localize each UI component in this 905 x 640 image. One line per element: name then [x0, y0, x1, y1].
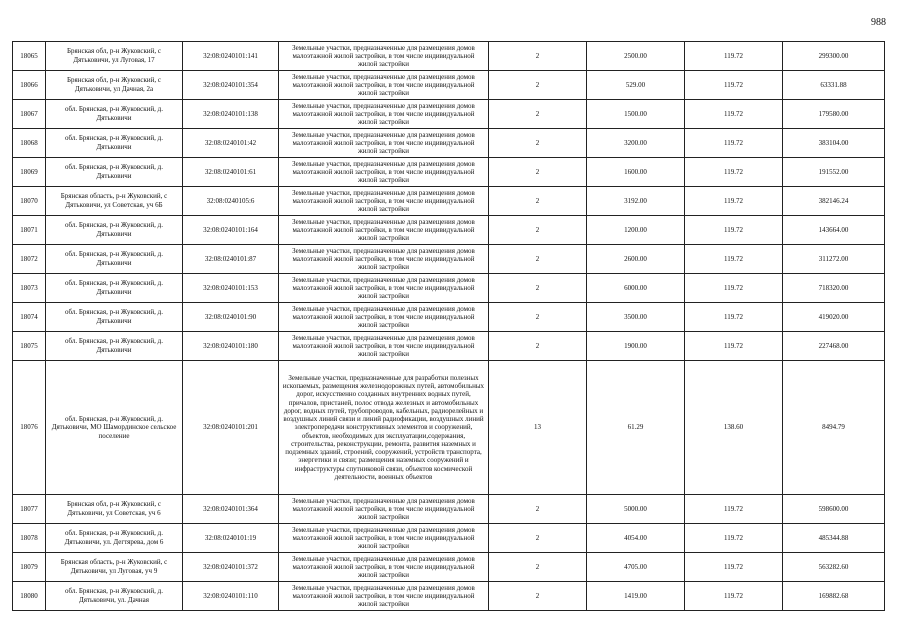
- land-use-cell: Земельные участки, предназначенные для разработки полезных ископаемых, размещения железнодорожных путей, автомобильных дорог, искусственно созданных внутренних водных путей, причалов, пристаней, полос отвода железных и автомобильных дорог, водных путей, трубопроводов, кабельных, радиорелейных и воздушных линий связи и линий радиофикации, воздушных линий электропередачи конструктивных элементов и сооружений, объектов, необходимых для эксплуатации,содержания, строительства, реконструкции, ремонта, развития наземных и подземных зданий, строений, сооружений, устройств транспорта, энергетики и связи; размещения наземных сооружений и инфраструктуры спутниковой связи, объектов космической деятельности, военных объектов: [279, 361, 489, 495]
- area-cell: 1900.00: [587, 332, 685, 361]
- specific-value-cell: 119.72: [685, 495, 783, 524]
- row-number-cell: 18073: [13, 274, 46, 303]
- cadastral-number-cell: 32:08:0240101:372: [183, 553, 279, 582]
- table-row: [13, 100, 885, 129]
- row-number-cell: 18079: [13, 553, 46, 582]
- specific-value-cell: 119.72: [685, 187, 783, 216]
- cadastral-number-cell: 32:08:0240101:364: [183, 495, 279, 524]
- specific-value-cell: 119.72: [685, 100, 783, 129]
- table-row: [13, 187, 885, 216]
- specific-value-cell: 119.72: [685, 303, 783, 332]
- cadastral-number-cell: 32:08:0240101:153: [183, 274, 279, 303]
- cadastral-value-cell: 227468.00: [783, 332, 885, 361]
- cadastral-value-cell: 191552.00: [783, 158, 885, 187]
- address-cell: обл. Брянская, р-н Жуковский, д. Дятьковичи: [46, 332, 183, 361]
- land-use-cell: Земельные участки, предназначенные для размещения домов малоэтажной жилой застройки, в том числе индивидуальной жилой застройки: [279, 274, 489, 303]
- use-group-cell: 2: [489, 553, 587, 582]
- address-cell: обл. Брянская, р-н Жуковский, д. Дятьковичи: [46, 216, 183, 245]
- use-group-cell: 2: [489, 129, 587, 158]
- page-number: 988: [871, 17, 886, 28]
- area-cell: 4054.00: [587, 524, 685, 553]
- table-row: [13, 158, 885, 187]
- cadastral-number-cell: 32:08:0240101:141: [183, 42, 279, 71]
- land-use-cell: Земельные участки, предназначенные для размещения домов малоэтажной жилой застройки, в том числе индивидуальной жилой застройки: [279, 71, 489, 100]
- address-cell: Брянская обл, р-н Жуковский, с Дятьковичи, ул Дачная, 2а: [46, 71, 183, 100]
- use-group-cell: 2: [489, 524, 587, 553]
- area-cell: 5000.00: [587, 495, 685, 524]
- row-number-cell: 18065: [13, 42, 46, 71]
- area-cell: 1419.00: [587, 582, 685, 611]
- use-group-cell: 2: [489, 187, 587, 216]
- cadastral-number-cell: 32:08:0240101:110: [183, 582, 279, 611]
- cadastral-number-cell: 32:08:0240101:42: [183, 129, 279, 158]
- area-cell: 1600.00: [587, 158, 685, 187]
- area-cell: 3192.00: [587, 187, 685, 216]
- use-group-cell: 2: [489, 245, 587, 274]
- row-number-cell: 18066: [13, 71, 46, 100]
- cadastral-value-cell: 179580.00: [783, 100, 885, 129]
- area-cell: 2500.00: [587, 42, 685, 71]
- specific-value-cell: 138.60: [685, 361, 783, 495]
- cadastral-value-cell: 382146.24: [783, 187, 885, 216]
- cadastral-value-cell: 383104.00: [783, 129, 885, 158]
- land-use-cell: Земельные участки, предназначенные для размещения домов малоэтажной жилой застройки, в том числе индивидуальной жилой застройки: [279, 129, 489, 158]
- use-group-cell: 13: [489, 361, 587, 495]
- table-row: [13, 332, 885, 361]
- address-cell: обл. Брянская, р-н Жуковский, д. Дятьковичи, ул. Дегтярева, дом 6: [46, 524, 183, 553]
- row-number-cell: 18072: [13, 245, 46, 274]
- area-cell: 3500.00: [587, 303, 685, 332]
- row-number-cell: 18077: [13, 495, 46, 524]
- cadastral-value-cell: 311272.00: [783, 245, 885, 274]
- cadastral-value-cell: 63331.88: [783, 71, 885, 100]
- address-cell: Брянская область, р-н Жуковский, с Дятьковичи, ул Советская, уч 6Б: [46, 187, 183, 216]
- use-group-cell: 2: [489, 274, 587, 303]
- row-number-cell: 18071: [13, 216, 46, 245]
- address-cell: обл. Брянская, р-н Жуковский, д. Дятьковичи: [46, 129, 183, 158]
- specific-value-cell: 119.72: [685, 582, 783, 611]
- specific-value-cell: 119.72: [685, 42, 783, 71]
- row-number-cell: 18080: [13, 582, 46, 611]
- land-use-cell: Земельные участки, предназначенные для размещения домов малоэтажной жилой застройки, в том числе индивидуальной жилой застройки: [279, 553, 489, 582]
- use-group-cell: 2: [489, 216, 587, 245]
- cadastral-number-cell: 32:08:0240101:354: [183, 71, 279, 100]
- use-group-cell: 2: [489, 582, 587, 611]
- table-row: [13, 129, 885, 158]
- land-use-cell: Земельные участки, предназначенные для размещения домов малоэтажной жилой застройки, в том числе индивидуальной жилой застройки: [279, 100, 489, 129]
- table-row: [13, 303, 885, 332]
- cadastral-number-cell: 32:08:0240105:6: [183, 187, 279, 216]
- area-cell: 3200.00: [587, 129, 685, 158]
- cadastral-number-cell: 32:08:0240101:19: [183, 524, 279, 553]
- land-use-cell: Земельные участки, предназначенные для размещения домов малоэтажной жилой застройки, в том числе индивидуальной жилой застройки: [279, 495, 489, 524]
- land-use-cell: Земельные участки, предназначенные для размещения домов малоэтажной жилой застройки, в том числе индивидуальной жилой застройки: [279, 582, 489, 611]
- row-number-cell: 18074: [13, 303, 46, 332]
- area-cell: 529.00: [587, 71, 685, 100]
- table-row: [13, 361, 885, 495]
- address-cell: обл. Брянская, р-н Жуковский, д. Дятьковичи, ул. Дачная: [46, 582, 183, 611]
- table-row: [13, 582, 885, 611]
- address-cell: Брянская обл, р-н Жуковский, с Дятьковичи, ул Луговая, 17: [46, 42, 183, 71]
- address-cell: обл. Брянская, р-н Жуковский, д. Дятьковичи: [46, 100, 183, 129]
- address-cell: обл. Брянская, р-н Жуковский, д. Дятьковичи: [46, 303, 183, 332]
- use-group-cell: 2: [489, 71, 587, 100]
- table-row: [13, 524, 885, 553]
- area-cell: 4705.00: [587, 553, 685, 582]
- cadastral-value-cell: 143664.00: [783, 216, 885, 245]
- row-number-cell: 18067: [13, 100, 46, 129]
- specific-value-cell: 119.72: [685, 332, 783, 361]
- table-row: [13, 71, 885, 100]
- land-use-cell: Земельные участки, предназначенные для размещения домов малоэтажной жилой застройки, в том числе индивидуальной жилой застройки: [279, 245, 489, 274]
- cadastral-number-cell: 32:08:0240101:180: [183, 332, 279, 361]
- cadastral-value-cell: 718320.00: [783, 274, 885, 303]
- cadastral-number-cell: 32:08:0240101:164: [183, 216, 279, 245]
- land-use-cell: Земельные участки, предназначенные для размещения домов малоэтажной жилой застройки, в том числе индивидуальной жилой застройки: [279, 42, 489, 71]
- row-number-cell: 18068: [13, 129, 46, 158]
- area-cell: 2600.00: [587, 245, 685, 274]
- table-row: [13, 216, 885, 245]
- table-row: [13, 553, 885, 582]
- land-use-cell: Земельные участки, предназначенные для размещения домов малоэтажной жилой застройки, в том числе индивидуальной жилой застройки: [279, 187, 489, 216]
- land-use-cell: Земельные участки, предназначенные для размещения домов малоэтажной жилой застройки, в том числе индивидуальной жилой застройки: [279, 524, 489, 553]
- address-cell: обл. Брянская, р-н Жуковский, д. Дятьковичи, МО Шамординское сельское поселение: [46, 361, 183, 495]
- cadastral-value-cell: 8494.79: [783, 361, 885, 495]
- row-number-cell: 18075: [13, 332, 46, 361]
- cadastral-value-cell: 563282.60: [783, 553, 885, 582]
- table-row: [13, 42, 885, 71]
- address-cell: обл. Брянская, р-н Жуковский, д. Дятьковичи: [46, 274, 183, 303]
- land-use-cell: Земельные участки, предназначенные для размещения домов малоэтажной жилой застройки, в том числе индивидуальной жилой застройки: [279, 332, 489, 361]
- cadastral-value-cell: 598600.00: [783, 495, 885, 524]
- table-body: [13, 42, 885, 611]
- address-cell: Брянская область, р-н Жуковский, с Дятьковичи, ул Луговая, уч 9: [46, 553, 183, 582]
- land-use-cell: Земельные участки, предназначенные для размещения домов малоэтажной жилой застройки, в том числе индивидуальной жилой застройки: [279, 158, 489, 187]
- row-number-cell: 18076: [13, 361, 46, 495]
- address-cell: Брянская обл, р-н Жуковский, с Дятьковичи, ул Советская, уч 6: [46, 495, 183, 524]
- use-group-cell: 2: [489, 158, 587, 187]
- area-cell: 61.29: [587, 361, 685, 495]
- table-row: [13, 495, 885, 524]
- use-group-cell: 2: [489, 332, 587, 361]
- specific-value-cell: 119.72: [685, 553, 783, 582]
- cadastral-number-cell: 32:08:0240101:201: [183, 361, 279, 495]
- specific-value-cell: 119.72: [685, 245, 783, 274]
- specific-value-cell: 119.72: [685, 216, 783, 245]
- row-number-cell: 18069: [13, 158, 46, 187]
- cadastral-value-cell: 419020.00: [783, 303, 885, 332]
- use-group-cell: 2: [489, 100, 587, 129]
- use-group-cell: 2: [489, 42, 587, 71]
- table-row: [13, 245, 885, 274]
- specific-value-cell: 119.72: [685, 274, 783, 303]
- cadastral-number-cell: 32:08:0240101:90: [183, 303, 279, 332]
- cadastral-number-cell: 32:08:0240101:138: [183, 100, 279, 129]
- table-row: [13, 274, 885, 303]
- land-use-cell: Земельные участки, предназначенные для размещения домов малоэтажной жилой застройки, в том числе индивидуальной жилой застройки: [279, 216, 489, 245]
- row-number-cell: 18078: [13, 524, 46, 553]
- cadastral-value-table: [12, 41, 885, 611]
- cadastral-value-cell: 299300.00: [783, 42, 885, 71]
- specific-value-cell: 119.72: [685, 71, 783, 100]
- area-cell: 6000.00: [587, 274, 685, 303]
- cadastral-number-cell: 32:08:0240101:87: [183, 245, 279, 274]
- address-cell: обл. Брянская, р-н Жуковский, д. Дятьковичи: [46, 158, 183, 187]
- cadastral-value-cell: 169882.68: [783, 582, 885, 611]
- row-number-cell: 18070: [13, 187, 46, 216]
- cadastral-value-cell: 485344.88: [783, 524, 885, 553]
- use-group-cell: 2: [489, 495, 587, 524]
- area-cell: 1200.00: [587, 216, 685, 245]
- area-cell: 1500.00: [587, 100, 685, 129]
- specific-value-cell: 119.72: [685, 524, 783, 553]
- address-cell: обл. Брянская, р-н Жуковский, д. Дятьковичи: [46, 245, 183, 274]
- use-group-cell: 2: [489, 303, 587, 332]
- specific-value-cell: 119.72: [685, 158, 783, 187]
- cadastral-number-cell: 32:08:0240101:61: [183, 158, 279, 187]
- specific-value-cell: 119.72: [685, 129, 783, 158]
- land-use-cell: Земельные участки, предназначенные для размещения домов малоэтажной жилой застройки, в том числе индивидуальной жилой застройки: [279, 303, 489, 332]
